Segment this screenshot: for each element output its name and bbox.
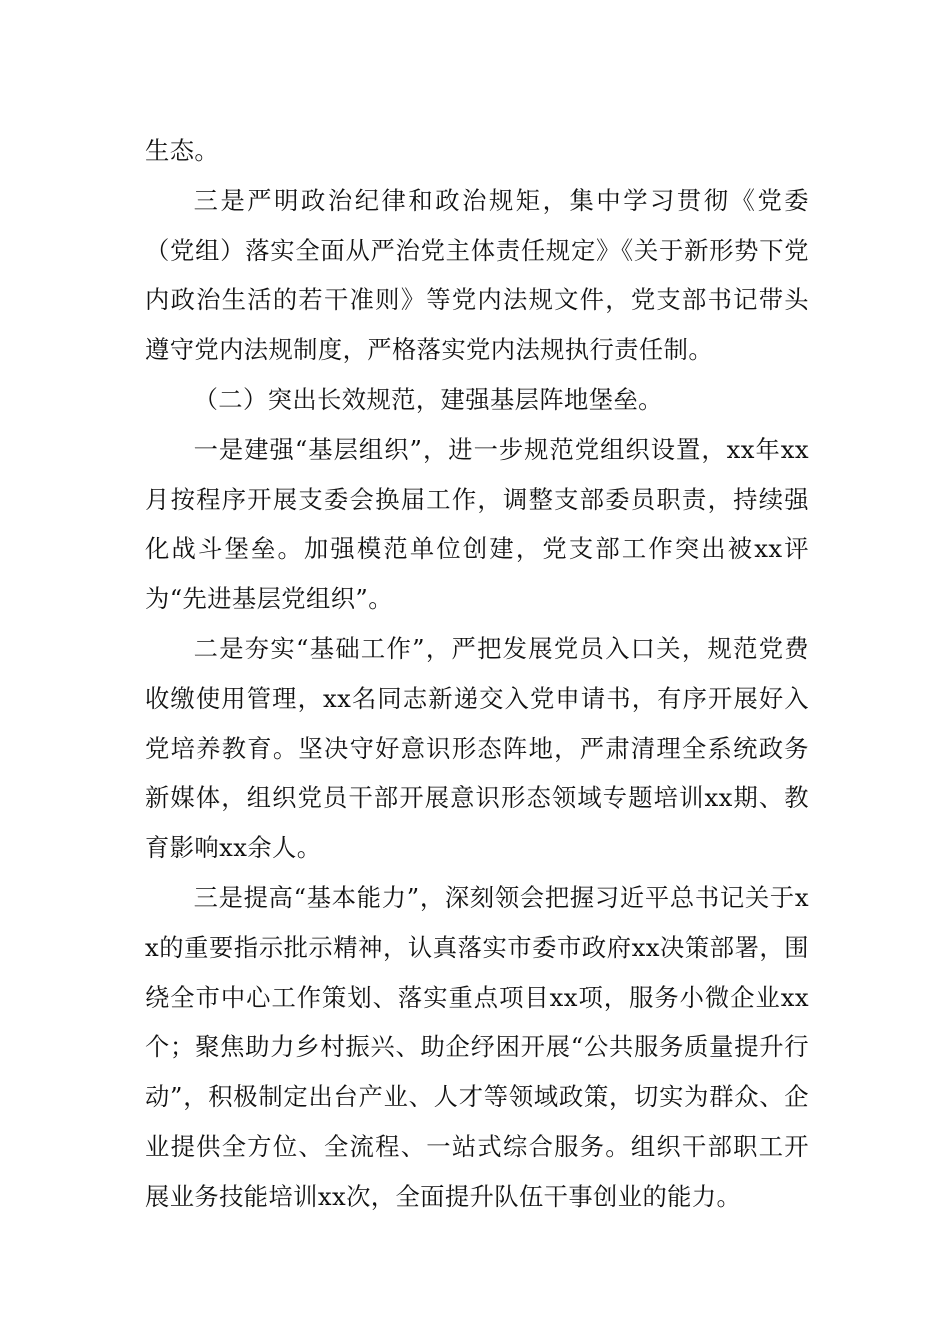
paragraph-grassroots-organization: 一是建强“基层组织”，进一步规范党组织设置，xx年xx月按程序开展支委会换届工作，调整支部委员职责，持续强化战斗堡垒。加强模范单位创建，党支部工作突出被xx评为“先进基层党组织”。	[145, 434, 809, 614]
paragraph-basic-ability: 三是提高“基本能力”，深刻领会把握习近平总书记关于xx的重要指示批示精神，认真落实市委市政府xx决策部署，围绕全市中心工作策划、落实重点项目xx项，服务小微企业xx个；聚焦助力乡村振兴、助企纾困开展“公共服务质量提升行动”，积极制定出台产业、人才等领域政策，切实为群众、企业提供全方位、全流程、一站式综合服务。组织干部职工开展业务技能培训xx次，全面提升队伍干事创业的能力。	[145, 882, 809, 1211]
section-heading-2: （二）突出长效规范，建强基层阵地堡垒。	[193, 384, 663, 414]
paragraph-continuation: 生态。	[145, 136, 220, 165]
paragraph-political-discipline: 三是严明政治纪律和政治规矩，集中学习贯彻《党委（党组）落实全面从严治党主体责任规定》《关于新形势下党内政治生活的若干准则》等党内法规文件，党支部书记带头遵守党内法规制度，严格落实党内法规执行责任制。	[145, 185, 809, 365]
paragraph-basic-work: 二是夯实“基础工作”，严把发展党员入口关，规范党费收缴使用管理，xx名同志新递交入党申请书，有序开展好入党培养教育。坚决守好意识形态阵地，严肃清理全系统政务新媒体，组织党员干部开展意识形态领域专题培训xx期、教育影响xx余人。	[145, 633, 809, 863]
document-body	[145, 126, 809, 1222]
